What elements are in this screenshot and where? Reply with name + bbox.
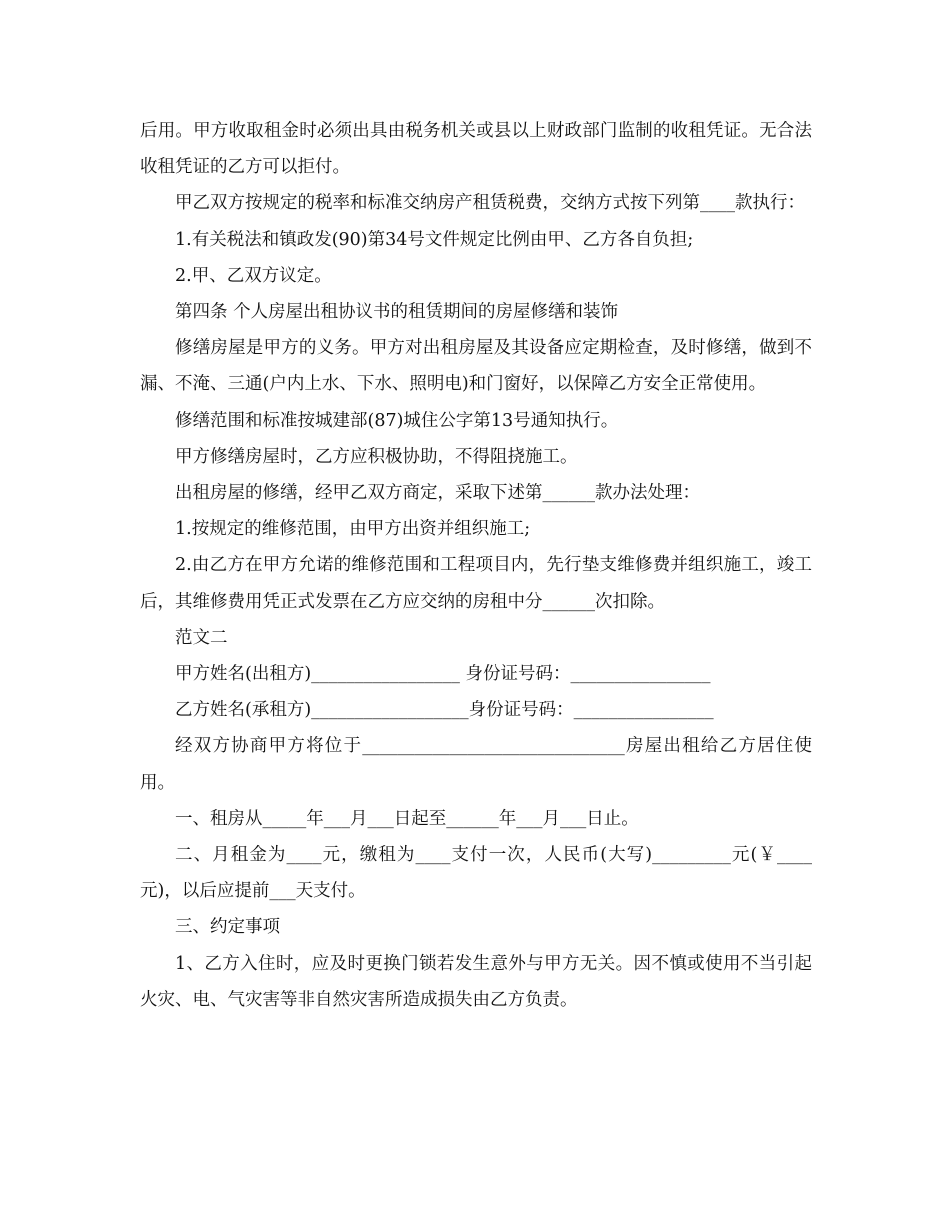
paragraph: 经双方协商甲方将位于______________________________房屋出租给乙方居住使用。 <box>140 736 812 793</box>
form-line: 乙方姓名(承租方)__________________身份证号码：________________ <box>175 700 714 721</box>
paragraph: 二、月租金为____元，缴租为____支付一次，人民币(大写)_________元(￥____元)，以后应提前___天支付。 <box>140 845 812 902</box>
paragraph: 1、乙方入住时，应及时更换门锁若发生意外与甲方无关。因不慎或使用不当引起火灾、电、气灾害等非自然灾害所造成损失由乙方负责。 <box>140 953 812 1010</box>
paragraph: 1.按规定的维修范围，由甲方出资并组织施工; <box>175 519 531 540</box>
document-body <box>140 113 812 1018</box>
paragraph: 后用。甲方收取租金时必须出具由税务机关或县以上财政部门监制的收租凭证。无合法收租凭证的乙方可以拒付。 <box>140 121 812 178</box>
paragraph: 出租房屋的修缮，经甲乙双方商定，采取下述第______款办法处理： <box>175 483 700 504</box>
paragraph: 修缮房屋是甲方的义务。甲方对出租房屋及其设备应定期检查，及时修缮，做到不漏、不淹、三通(户内上水、下水、照明电)和门窗好，以保障乙方安全正常使用。 <box>140 338 812 395</box>
paragraph: 修缮范围和标准按城建部(87)城住公字第13号通知执行。 <box>175 410 619 431</box>
form-line: 甲方姓名(出租方)_________________ 身份证号码：________________ <box>175 664 711 685</box>
paragraph: 甲方修缮房屋时，乙方应积极协助，不得阻挠施工。 <box>175 446 578 467</box>
paragraph: 2.由乙方在甲方允诺的维修范围和工程项目内，先行垫支维修费并组织施工，竣工后，其维修费用凭正式发票在乙方应交纳的房租中分______次扣除。 <box>140 555 812 612</box>
section-heading: 三、约定事项 <box>175 917 280 938</box>
paragraph: 2.甲、乙双方议定。 <box>175 265 332 286</box>
paragraph: 甲乙双方按规定的税率和标准交纳房产租赁税费，交纳方式按下列第____款执行： <box>175 193 805 214</box>
section-heading: 第四条 个人房屋出租协议书的租赁期间的房屋修缮和装饰 <box>175 302 619 323</box>
section-heading: 范文二 <box>175 627 228 648</box>
paragraph: 一、租房从_____年___月___日起至______年___月___日止。 <box>175 808 639 829</box>
paragraph: 1.有关税法和镇政发(90)第34号文件规定比例由甲、乙方各自负担; <box>175 229 694 250</box>
